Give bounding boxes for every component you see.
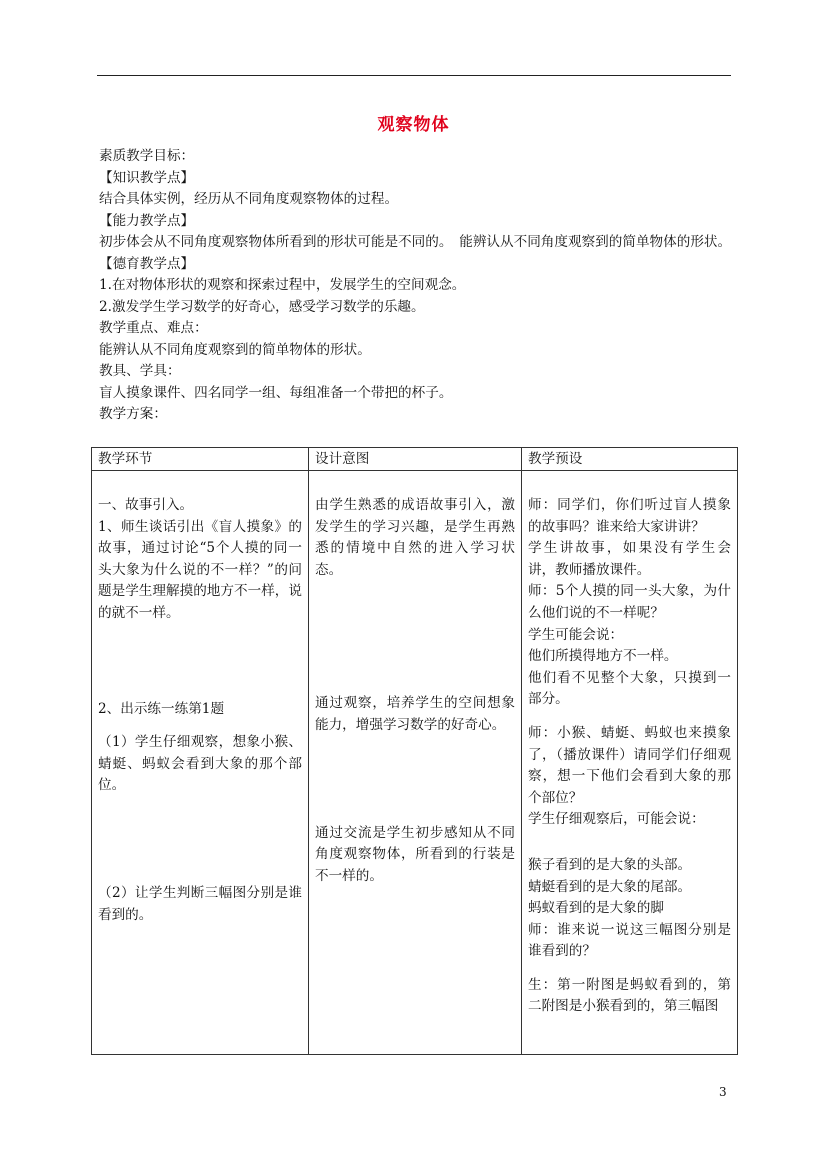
header-stage: 教学环节	[92, 448, 309, 471]
stage-exercise: 2、出示练一练第1题	[98, 700, 225, 717]
moral-heading: 【德育教学点】	[99, 255, 195, 272]
preset-student-story: 学生讲故事，如果没有学生会讲，教师播放课件。	[528, 540, 731, 578]
objectives-section	[99, 146, 739, 426]
stage-judge: （2）让学生判断三幅图分别是谁看到的。	[98, 884, 302, 923]
header-intent: 设计意图	[309, 448, 522, 471]
preset-student-observe: 学生仔细观察后，可能会说：	[528, 811, 705, 828]
preset-cell	[522, 471, 738, 1055]
stage-story-intro: 一、故事引入。	[98, 497, 194, 513]
preset-teacher-animals: 师：小猴、蜻蜓、蚂蚁也来摸象了，（播放课件）请同学们仔细观察，想一下他们会看到大象的那个部位？	[528, 724, 731, 806]
knowledge-text: 结合具体实例，经历从不同角度观察物体的过程。	[99, 191, 399, 207]
page-number: 3	[719, 1085, 727, 1099]
preset-monkey: 猴子看到的是大象的头部。	[528, 856, 692, 873]
materials-text: 盲人摸象课件、四名同学一组、每组准备一个带把的杯子。	[99, 384, 453, 401]
document-title: 观察物体	[377, 115, 450, 135]
header-preset: 教学预设	[522, 448, 738, 471]
preset-answer-2: 他们看不见整个大象，只摸到一部分。	[528, 669, 731, 708]
intent-observe: 通过观察，培养学生的空间想象能力，增强学习数学的好奇心。	[315, 695, 515, 733]
preset-dragonfly: 蜻蜓看到的是大象的尾部。	[528, 878, 692, 895]
preset-answer-1: 他们所摸得地方不一样。	[528, 648, 678, 665]
ability-text: 初步体会从不同角度观察物体所看到的形状可能是不同的。 能辨认从不同角度观察到的简单物体的形状。	[99, 234, 732, 250]
intent-exchange: 通过交流是学生初步感知从不同角度观察物体，所看到的行装是不一样的。	[315, 824, 515, 884]
stage-story-detail: 1、师生谈话引出《盲人摸象》的故事，通过讨论“5个人摸的同一头大象为什么说的不一样？”的问题是学生理解摸的地方不一样，说的就不一样。	[98, 518, 302, 621]
moral-item-2: 2.激发学生学习数学的好奇心，感受学习数学的乐趣。	[99, 298, 425, 315]
header-rule	[97, 75, 731, 76]
ability-heading: 【能力教学点】	[99, 212, 195, 229]
preset-ant: 蚂蚁看到的是大象的脚	[528, 900, 664, 917]
lesson-plan-table	[91, 447, 738, 1055]
objectives-heading: 素质教学目标：	[99, 148, 195, 164]
knowledge-heading: 【知识教学点】	[99, 169, 195, 186]
intent-story: 由学生熟悉的成语故事引入，激发学生的学习兴趣，是学生再熟悉的情境中自然的进入学习状态。	[315, 497, 515, 578]
plan-heading: 教学方案：	[99, 406, 167, 422]
stage-observe: （1）学生仔细观察，想象小猴、蜻蜓、蚂蚁会看到大象的那个部位。	[98, 734, 302, 794]
preset-student-may-say: 学生可能会说：	[528, 626, 624, 643]
moral-item-1: 1.在对物体形状的观察和探索过程中，发展学生的空间观念。	[99, 277, 466, 293]
preset-teacher-why: 师：5个人摸的同一头大象，为什么他们说的不一样呢？	[528, 583, 731, 621]
table-row	[92, 471, 738, 1055]
stage-cell	[92, 471, 309, 1055]
key-points-heading: 教学重点、难点：	[99, 320, 208, 336]
preset-teacher-ask: 师：同学们，你们听过盲人摸象的故事吗？谁来给大家讲讲？	[528, 497, 731, 535]
preset-teacher-who: 师：谁来说一说这三幅图分别是谁看到的？	[528, 921, 731, 960]
intent-cell	[309, 471, 522, 1055]
preset-student-answer: 生：第一附图是蚂蚁看到的，第二附图是小猴看到的，第三幅图	[528, 976, 731, 1015]
materials-heading: 教具、学具：	[99, 363, 181, 379]
table-header-row	[92, 448, 738, 471]
key-points-text: 能辨认从不同角度观察到的简单物体的形状。	[99, 341, 371, 358]
